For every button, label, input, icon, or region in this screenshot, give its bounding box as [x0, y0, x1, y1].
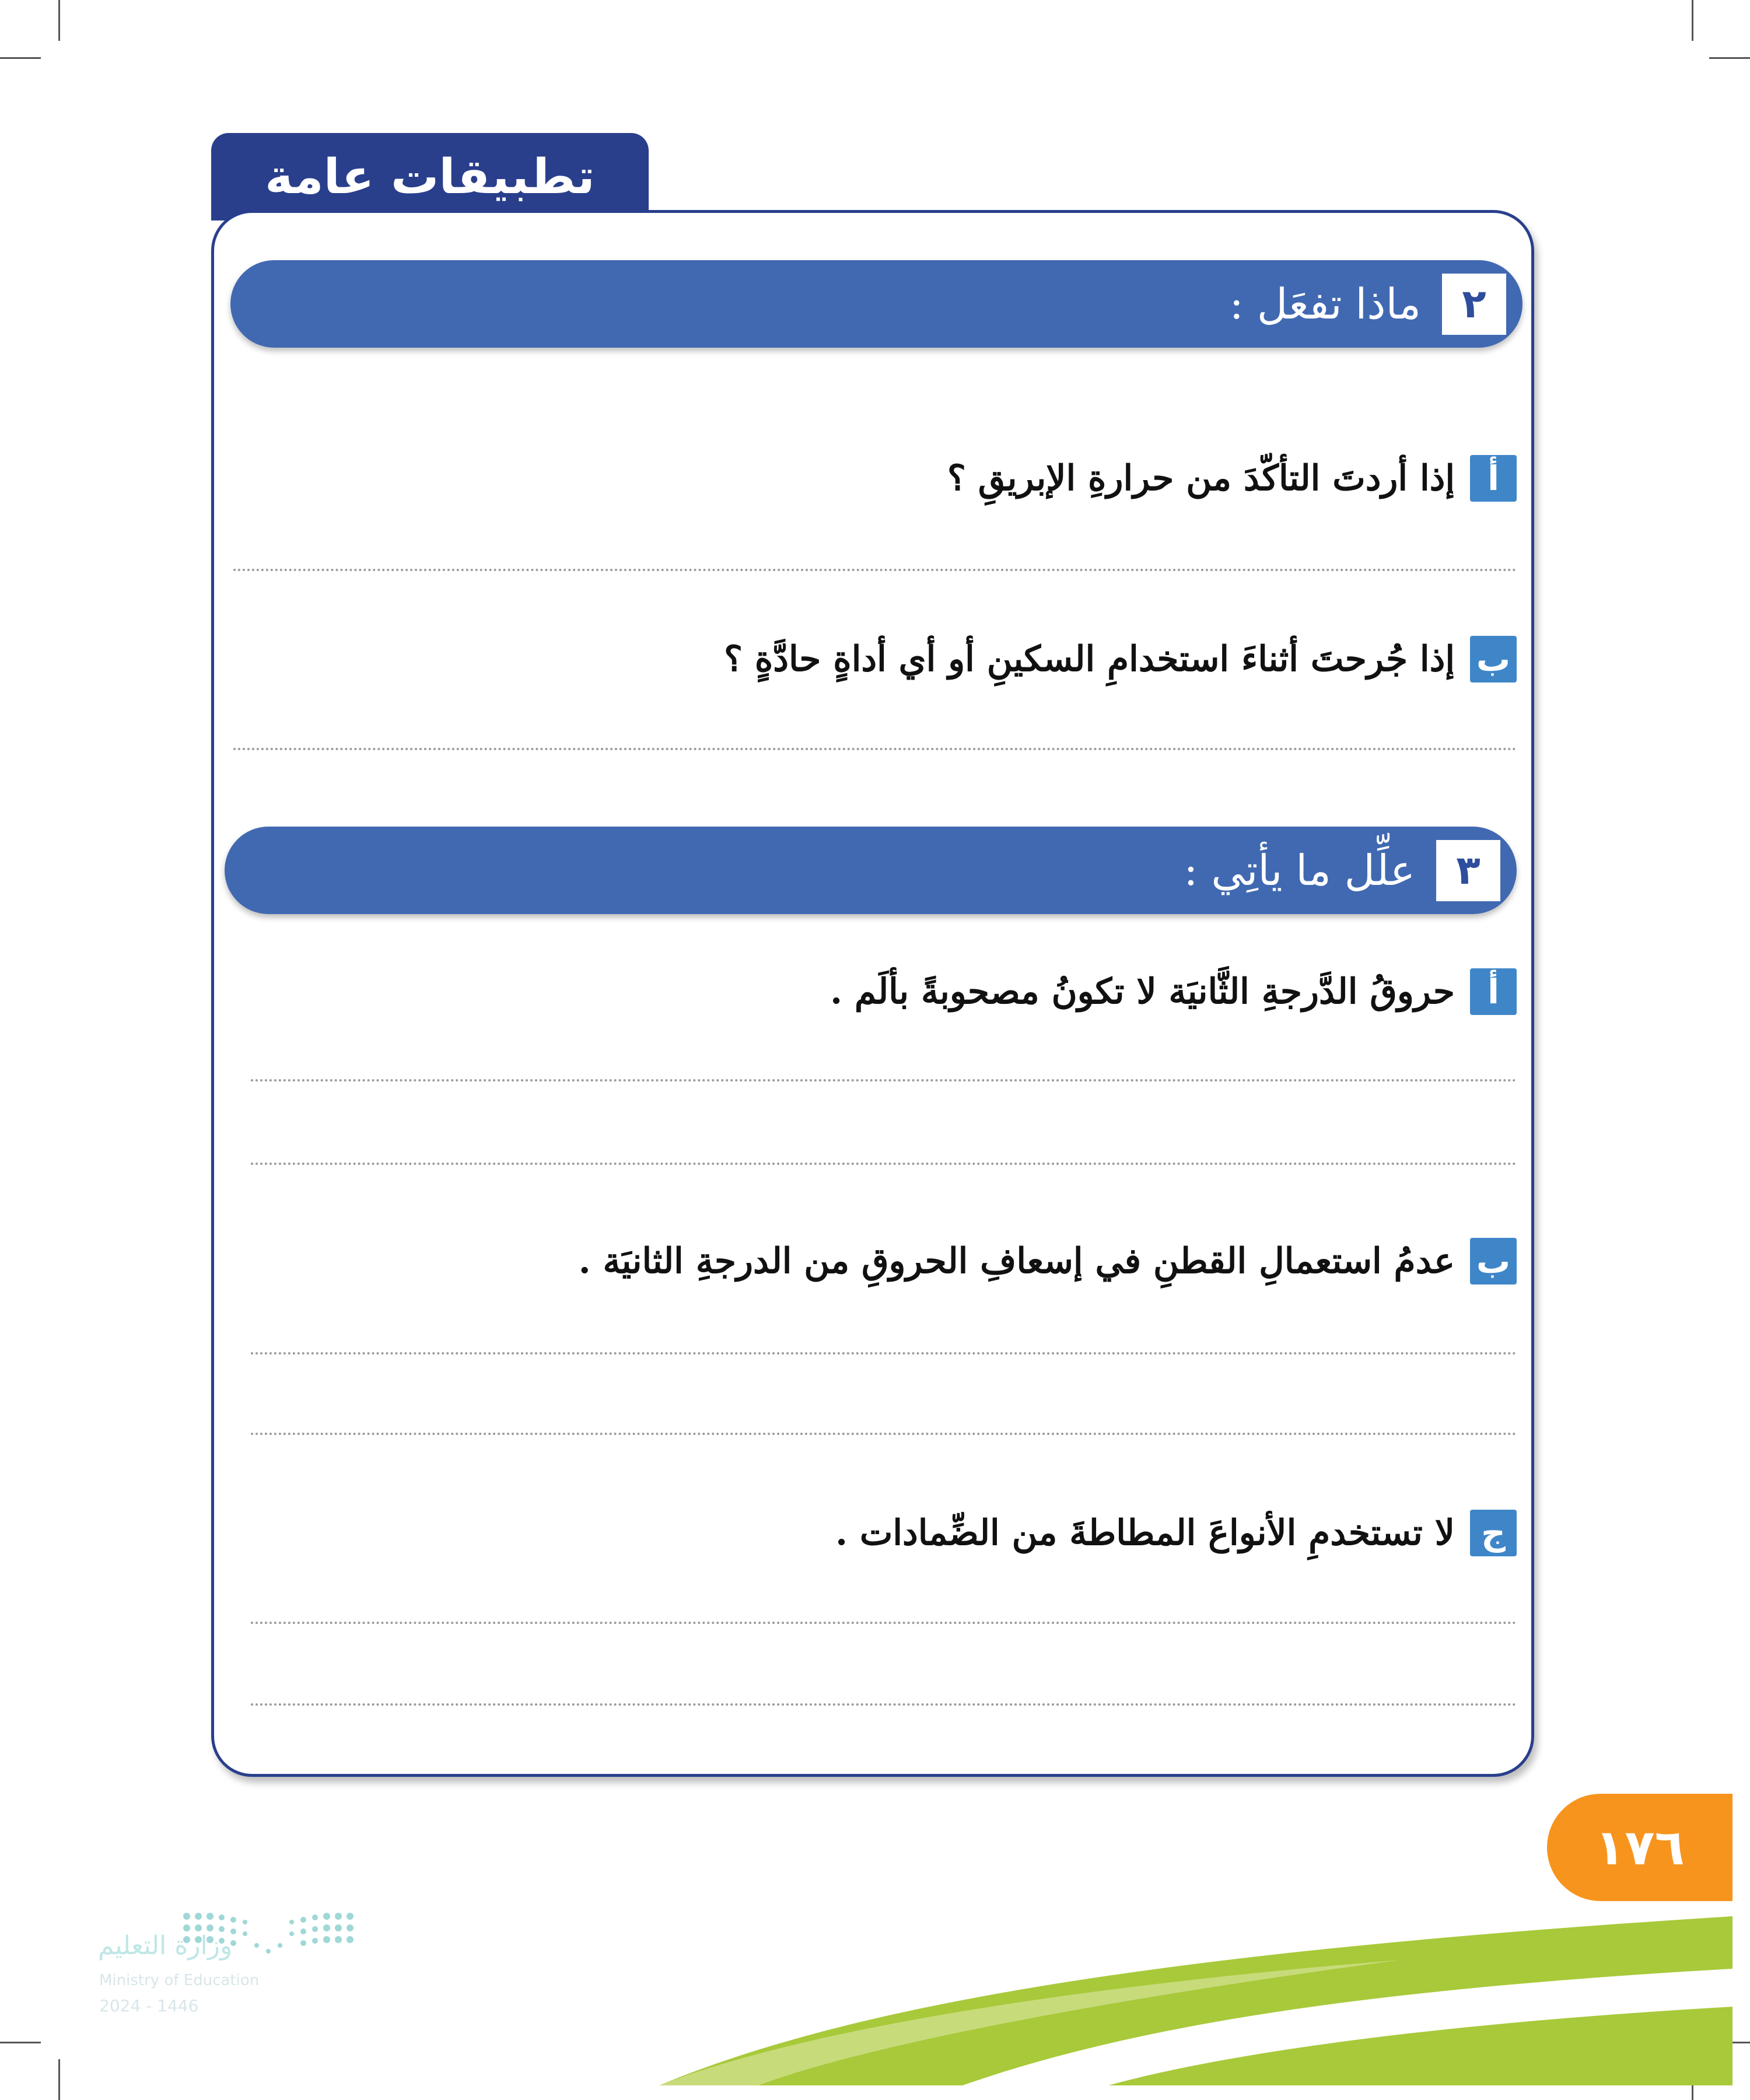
question-2a — [947, 455, 1517, 502]
question-text: إذا أردتَ التأكّدَ من حرارةِ الإبريقِ ؟ — [947, 458, 1455, 499]
question-3a — [830, 968, 1517, 1015]
section-2-header — [230, 260, 1522, 348]
question-letter: أ — [1470, 968, 1517, 1015]
question-3b — [579, 1238, 1517, 1284]
section-2-number: ٢ — [1442, 274, 1506, 335]
section-tab-title: تطبيقات عامة — [265, 149, 595, 205]
answer-line[interactable] — [233, 569, 1517, 571]
answer-line[interactable] — [251, 1163, 1517, 1165]
answer-line[interactable] — [251, 1352, 1517, 1354]
question-letter: ج — [1470, 1510, 1517, 1556]
question-2b — [724, 636, 1517, 682]
section-2-title: ماذا تفعَل : — [1229, 279, 1421, 328]
question-text: إذا جُرحتَ أثناءَ استخدامِ السكينِ أو أي أداةٍ حادَّةٍ ؟ — [724, 639, 1455, 680]
answer-line[interactable] — [251, 1079, 1517, 1082]
section-3-header — [225, 827, 1517, 914]
page-number: ١٧٦ — [1547, 1794, 1732, 1901]
section-tab — [211, 133, 649, 220]
answer-line[interactable] — [251, 1433, 1517, 1435]
answer-line[interactable] — [251, 1703, 1517, 1706]
ministry-name-en: Ministry of Education — [99, 1972, 260, 1989]
question-text: لا تستخدمِ الأنواعَ المطاطةَ من الضِّمادات . — [835, 1513, 1455, 1553]
section-3-title: علِّل ما يأتِي : — [1184, 846, 1415, 895]
section-3-number: ٣ — [1436, 840, 1500, 901]
answer-line[interactable] — [251, 1622, 1517, 1624]
ministry-year: 2024 - 1446 — [99, 1996, 199, 2015]
answer-line[interactable] — [233, 748, 1517, 750]
question-text: حروقُ الدَّرجةِ الثَّانيَة لا تكونُ مصحوبةً بألَم . — [830, 971, 1455, 1012]
question-letter: ب — [1470, 1238, 1517, 1284]
question-3c — [835, 1510, 1517, 1556]
question-letter: ب — [1470, 636, 1517, 682]
question-letter: أ — [1470, 455, 1517, 502]
question-text: عدمُ استعمالِ القطنِ في إسعافِ الحروقِ من الدرجةِ الثانيَة . — [578, 1241, 1455, 1282]
ministry-name-ar: وزارة التعليم — [98, 1931, 233, 1961]
